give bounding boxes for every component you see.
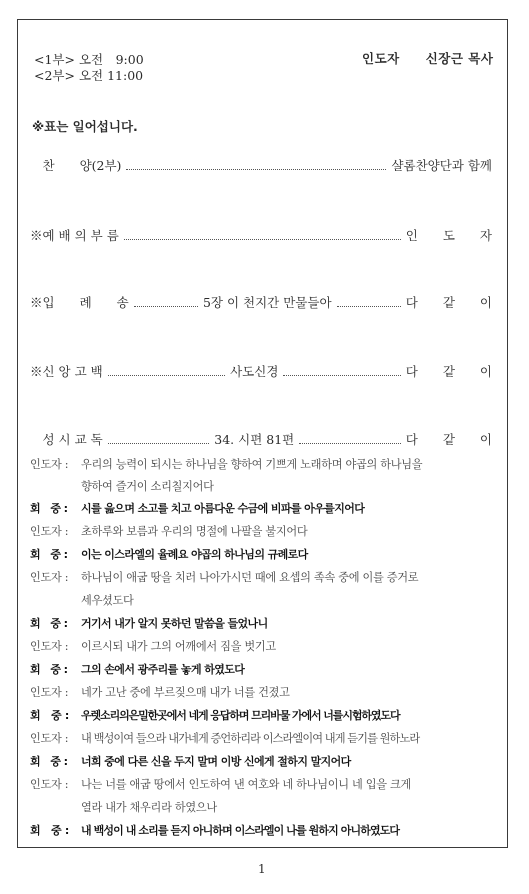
order-label: ※예 배 의 부 름 (30, 228, 119, 243)
litany-line (30, 569, 494, 587)
litany-text: 너희 중에 다른 신을 두지 말며 이방 신에게 절하지 말지어다 (81, 755, 351, 768)
leader-dots (299, 434, 401, 444)
litany-speaker: 회 중 : (30, 617, 68, 630)
litany-continuation: 세우셨도다 (81, 594, 134, 607)
litany-speaker: 회 중 : (30, 755, 68, 768)
order-item-call-to-worship (30, 226, 492, 244)
standing-notice: ※표는 일어섭니다. (32, 119, 138, 134)
litany-line (30, 500, 494, 518)
litany-line (30, 822, 494, 840)
order-content: 34. 시편 81편 (214, 432, 295, 447)
litany-text: 하나님이 애굽 땅을 치러 나아가시던 때에 요셉의 족속 중에 이를 증거로 (81, 571, 419, 584)
litany-line (30, 730, 494, 748)
litany-text: 내 백성이 내 소리를 듣지 아니하며 이스라엘이 나를 원하지 아니하였도다 (81, 824, 400, 837)
second-service-time: <2부> 오전 11:00 (34, 68, 144, 83)
litany-line (30, 684, 494, 702)
order-item-praise (30, 156, 492, 174)
litany-text: 이르시되 내가 그의 어깨에서 짐을 벗기고 (81, 640, 276, 653)
litany-continuation: 열라 내가 채우리라 하였으나 (81, 801, 217, 814)
first-service-time: <1부> 오전 9:00 (34, 52, 144, 67)
litany-speaker: 인도자 : (30, 732, 69, 745)
litany-speaker: 인도자 : (30, 571, 69, 584)
litany-speaker: 인도자 : (30, 778, 69, 791)
litany-line (30, 546, 494, 564)
order-content: 5장 이 천지간 만물들아 (202, 295, 332, 310)
litany-text: 시를 읊으며 소고를 치고 아름다운 수금에 비파를 아우를지어다 (81, 502, 365, 515)
litany-text: 거기서 내가 알지 못하던 말씀을 들었나니 (81, 617, 268, 630)
order-performer: 다 같 이 (405, 364, 492, 379)
litany-line (30, 523, 494, 541)
leader-dots (283, 366, 400, 376)
order-content: 사도신경 (230, 364, 279, 379)
litany-speaker: 인도자 : (30, 458, 69, 471)
litany-line (30, 707, 494, 725)
litany-line (30, 776, 494, 794)
litany-text: 그의 손에서 광주리를 놓게 하였도다 (81, 663, 245, 676)
leader-dots (337, 297, 401, 307)
litany-line (30, 638, 494, 656)
litany-speaker: 인도자 : (30, 525, 69, 538)
litany-line (30, 615, 494, 633)
order-item-responsive-reading (30, 430, 492, 448)
order-item-opening-hymn (30, 293, 492, 311)
order-item-confession (30, 362, 492, 380)
worship-leader: 인도자 신장근 목사 (362, 51, 494, 66)
litany-speaker: 회 중 : (30, 709, 69, 722)
litany-text: 초하루와 보름과 우리의 명절에 나팔을 불지어다 (81, 525, 308, 538)
litany-speaker: 회 중 : (30, 663, 68, 676)
order-performer: 인 도 자 (405, 228, 492, 243)
order-performer: 다 같 이 (405, 432, 492, 447)
order-label: ※신 앙 고 백 (30, 364, 103, 379)
order-label: ※입 례 송 (30, 295, 129, 310)
order-performer: 샬롬찬양단과 함께 (391, 158, 492, 173)
leader-dots (108, 366, 225, 376)
litany-line (30, 753, 494, 771)
litany-text: 우렛소리의은밀한곳에서 네게 응답하며 므리바물 가에서 너를시험하였도다 (81, 709, 400, 722)
order-label: 성 시 교 독 (30, 432, 103, 447)
litany-text: 내 백성이여 들으라 내가네게 증언하리라 이스라엘이여 내게 듣기를 원하노라 (81, 732, 420, 745)
litany-text: 네가 고난 중에 부르짖으매 내가 너를 건졌고 (81, 686, 290, 699)
page-number: 1 (258, 862, 266, 876)
litany-text: 우리의 능력이 되시는 하나님을 향하여 기쁘게 노래하며 야곱의 하나님을 (81, 458, 423, 471)
litany-speaker: 인도자 : (30, 686, 69, 699)
litany-continuation: 향하여 즐거이 소리칠지어다 (81, 480, 214, 493)
litany-speaker: 인도자 : (30, 640, 69, 653)
litany-text: 이는 이스라엘의 율례요 야곱의 하나님의 규례로다 (81, 548, 308, 561)
litany-line (30, 661, 494, 679)
order-label: 찬 양(2부) (30, 158, 122, 173)
leader-dots (108, 434, 210, 444)
leader-dots (134, 297, 198, 307)
litany-line (30, 456, 494, 474)
litany-text: 나는 너를 애굽 땅에서 인도하여 낸 여호와 네 하나님이니 네 입을 크게 (81, 778, 412, 791)
leader-dots (126, 160, 386, 170)
leader-dots (124, 230, 401, 240)
litany-speaker: 회 중 : (30, 502, 68, 515)
order-performer: 다 같 이 (405, 295, 492, 310)
litany-speaker: 회 중 : (30, 824, 69, 837)
litany-speaker: 회 중 : (30, 548, 68, 561)
